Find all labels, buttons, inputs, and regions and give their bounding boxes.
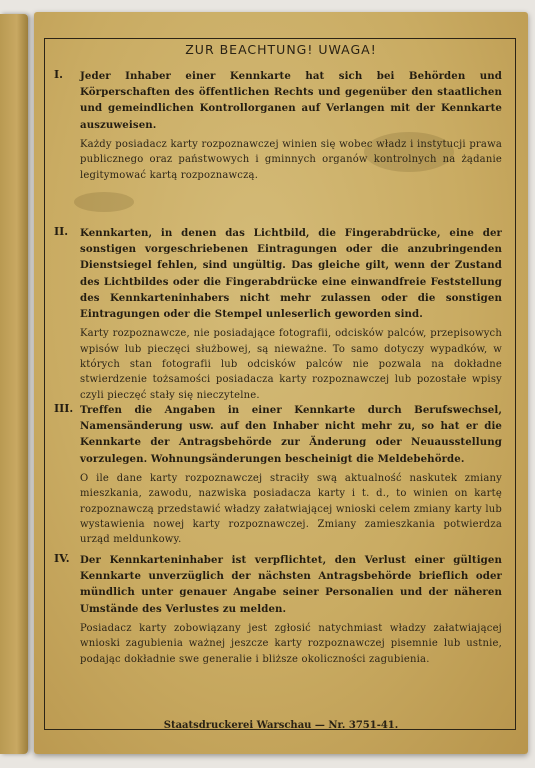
german-paragraph: Der Kennkarteninhaber ist verpflichtet, den Verlust einer gültigen Kennkarte unverzüglich der nächsten Antragsbehörde brieflich oder mündlich unter genauer Angabe seiner Personalien und der näheren Umstände des Verlustes zu melden. — [80, 554, 502, 615]
section-number: III. — [54, 402, 74, 415]
german-paragraph: Treffen die Angaben in einer Kennkarte durch Berufswechsel, Namensänderung usw. auf den Inhaber nicht mehr zu, so hat er die Kennkarte der Antragsbehörde zur Änderung oder Neuausstellung vorzulegen. Wohnungsänderungen bescheinigt die Meldebehörde. — [80, 404, 502, 465]
section-2 — [54, 225, 502, 403]
polish-paragraph: Karty rozpoznawcze, nie posiadające fotografii, odcisków palców, przepisowych wpisów lub pieczęci służbowej, są nieważne. To samo dotyczy wypadków, w których stan fotografii lub odcisków palców nie pozwala na dokładne stwierdzenie tożsamości posiadacza karty rozpoznawczej lub pozostałe wpisy czyli pieczęć stały się nieczytelne. — [80, 328, 502, 401]
page-title: ZUR BEACHTUNG! UWAGA! — [185, 42, 377, 57]
polish-paragraph: Każdy posiadacz karty rozpoznawczej winien się wobec władz i instytucji prawa publicznego oraz państwowych i gminnych organów kontrolnych na żądanie legitymować kartą rozpoznawczą. — [80, 138, 502, 181]
document-page — [34, 12, 528, 754]
section-1 — [54, 68, 502, 183]
section-number: IV. — [54, 552, 70, 565]
polish-paragraph: Posiadacz karty zobowiązany jest zgłosić natychmiast władzy załatwiającej wnioski zagubienia ważnej jeszcze karty rozpoznawczej pisemnie lub ustnie, podając dokładnie swe generalie i bliższe okoliczności zagubienia. — [80, 622, 502, 665]
adjacent-page-edge — [0, 14, 28, 754]
polish-paragraph: O ile dane karty rozpoznawczej straciły swą aktualność naskutek zmiany mieszkania, zawodu, nazwiska posiadacza karty i t. d., to winien on kartę rozpoznawczą przedstawić władzy załatwiającej wnioski celem zmiany karty lub wystawienia nowej karty rozpoznawczej. Zmiany zamieszkania potwierdza urząd meldunkowy. — [80, 472, 502, 546]
section-4 — [54, 552, 502, 667]
german-paragraph: Kennkarten, in denen das Lichtbild, die Fingerabdrücke, eine der sonstigen vorgeschriebenen Eintragungen oder die anzubringenden Dienstsiegel fehlen, sind ungültig. Das gleiche gilt, wenn der Zustand des Lichtbildes oder die Fingerabdrücke eine einwandfreie Feststellung des Kennkarteninhabers nicht mehr zulassen oder die sonstigen Eintragungen oder die Stempel unleserlich geworden sind. — [80, 227, 502, 321]
german-paragraph: Jeder Inhaber einer Kennkarte hat sich bei Behörden und Körperschaften des öffentlichen Rechts und gegenüber den staatlichen und gemeindlichen Kontrollorganen auf Verlangen mit der Kennkarte auszuweisen. — [80, 70, 502, 131]
printer-imprint: Staatsdruckerei Warschau — Nr. 3751-41. — [163, 720, 399, 731]
section-number: II. — [54, 225, 69, 238]
section-number: I. — [54, 68, 63, 81]
section-3 — [54, 402, 502, 548]
